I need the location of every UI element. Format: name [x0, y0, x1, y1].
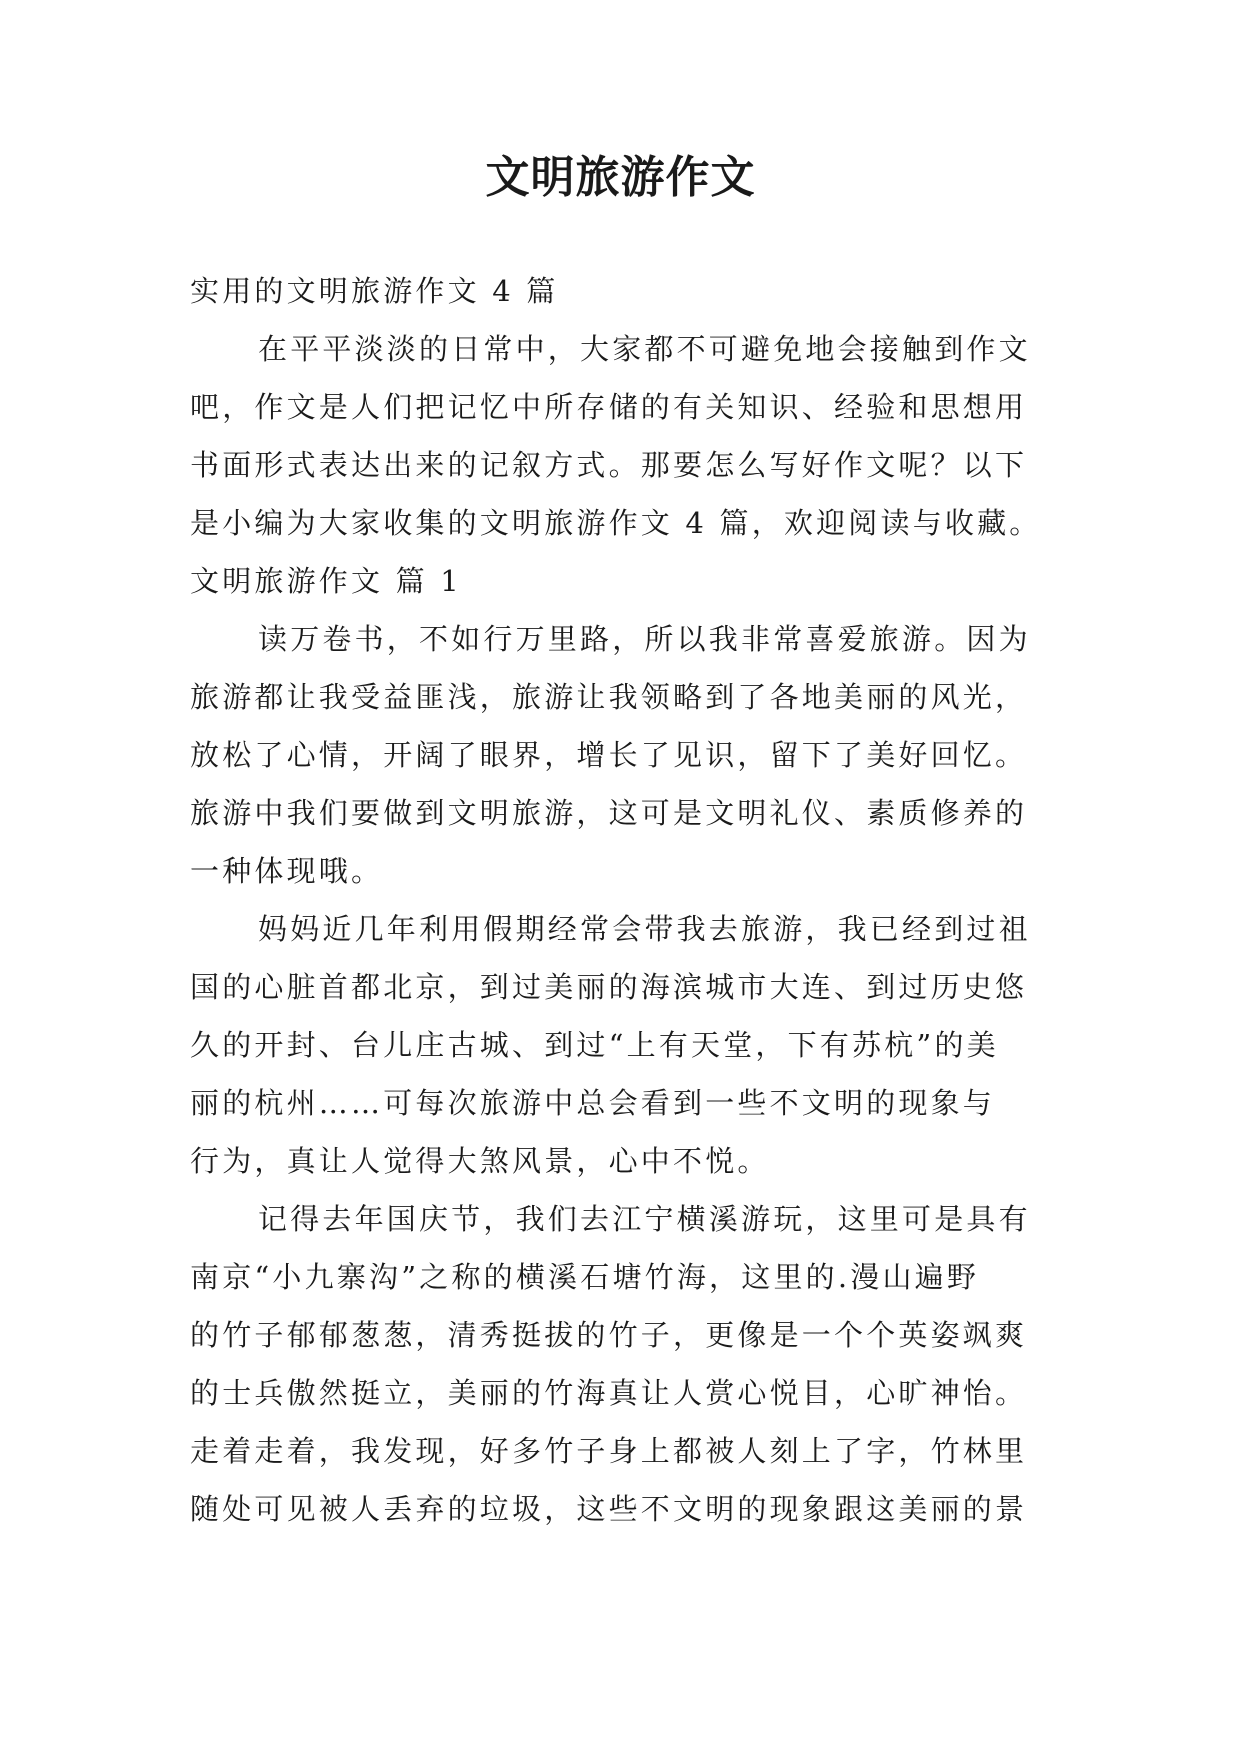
text-line: 行为，真让人觉得大煞风景，心中不悦。 — [190, 1144, 770, 1178]
text-line: 走着走着，我发现，好多竹子身上都被人刻上了字，竹林里 — [190, 1434, 1028, 1468]
text-line: 书面形式表达出来的记叙方式。那要怎么写好作文呢？以下 — [190, 448, 1028, 482]
text-line: 丽的杭州……可每次旅游中总会看到一些不文明的现象与 — [190, 1086, 996, 1120]
text-line: 实用的文明旅游作文 4 篇 — [190, 274, 559, 308]
text-line: 南京“小九寨沟”之称的横溪石塘竹海，这里的.漫山遍野 — [190, 1260, 980, 1294]
text-line: 妈妈近几年利用假期经常会带我去旅游，我已经到过祖 — [258, 912, 1031, 946]
text-line: 记得去年国庆节，我们去江宁横溪游玩，这里可是具有 — [258, 1202, 1031, 1236]
text-line: 一种体现哦。 — [190, 854, 384, 888]
text-line: 放松了心情，开阔了眼界，增长了见识，留下了美好回忆。 — [190, 738, 1028, 772]
text-line: 吧，作文是人们把记忆中所存储的有关知识、经验和思想用 — [190, 390, 1028, 424]
document-body — [190, 262, 1070, 1538]
text-line: 的竹子郁郁葱葱，清秀挺拔的竹子，更像是一个个英姿飒爽 — [190, 1318, 1028, 1352]
text-line: 读万卷书，不如行万里路，所以我非常喜爱旅游。因为 — [258, 622, 1031, 656]
text-line: 文明旅游作文 篇 1 — [190, 564, 462, 598]
text-line: 国的心脏首都北京，到过美丽的海滨城市大连、到过历史悠 — [190, 970, 1028, 1004]
text-line: 旅游都让我受益匪浅，旅游让我领略到了各地美丽的风光， — [190, 680, 1028, 714]
text-line: 是小编为大家收集的文明旅游作文 4 篇，欢迎阅读与收藏。 — [190, 506, 1042, 540]
text-line: 旅游中我们要做到文明旅游，这可是文明礼仪、素质修养的 — [190, 796, 1028, 830]
text-line: 在平平淡淡的日常中，大家都不可避免地会接触到作文 — [258, 332, 1031, 366]
text-line: 的士兵傲然挺立，美丽的竹海真让人赏心悦目，心旷神怡。 — [190, 1376, 1028, 1410]
text-line: 久的开封、台儿庄古城、到过“上有天堂，下有苏杭”的美 — [190, 1028, 999, 1062]
document-title: 文明旅游作文 — [485, 152, 756, 203]
text-line: 随处可见被人丢弃的垃圾，这些不文明的现象跟这美丽的景 — [190, 1492, 1028, 1526]
